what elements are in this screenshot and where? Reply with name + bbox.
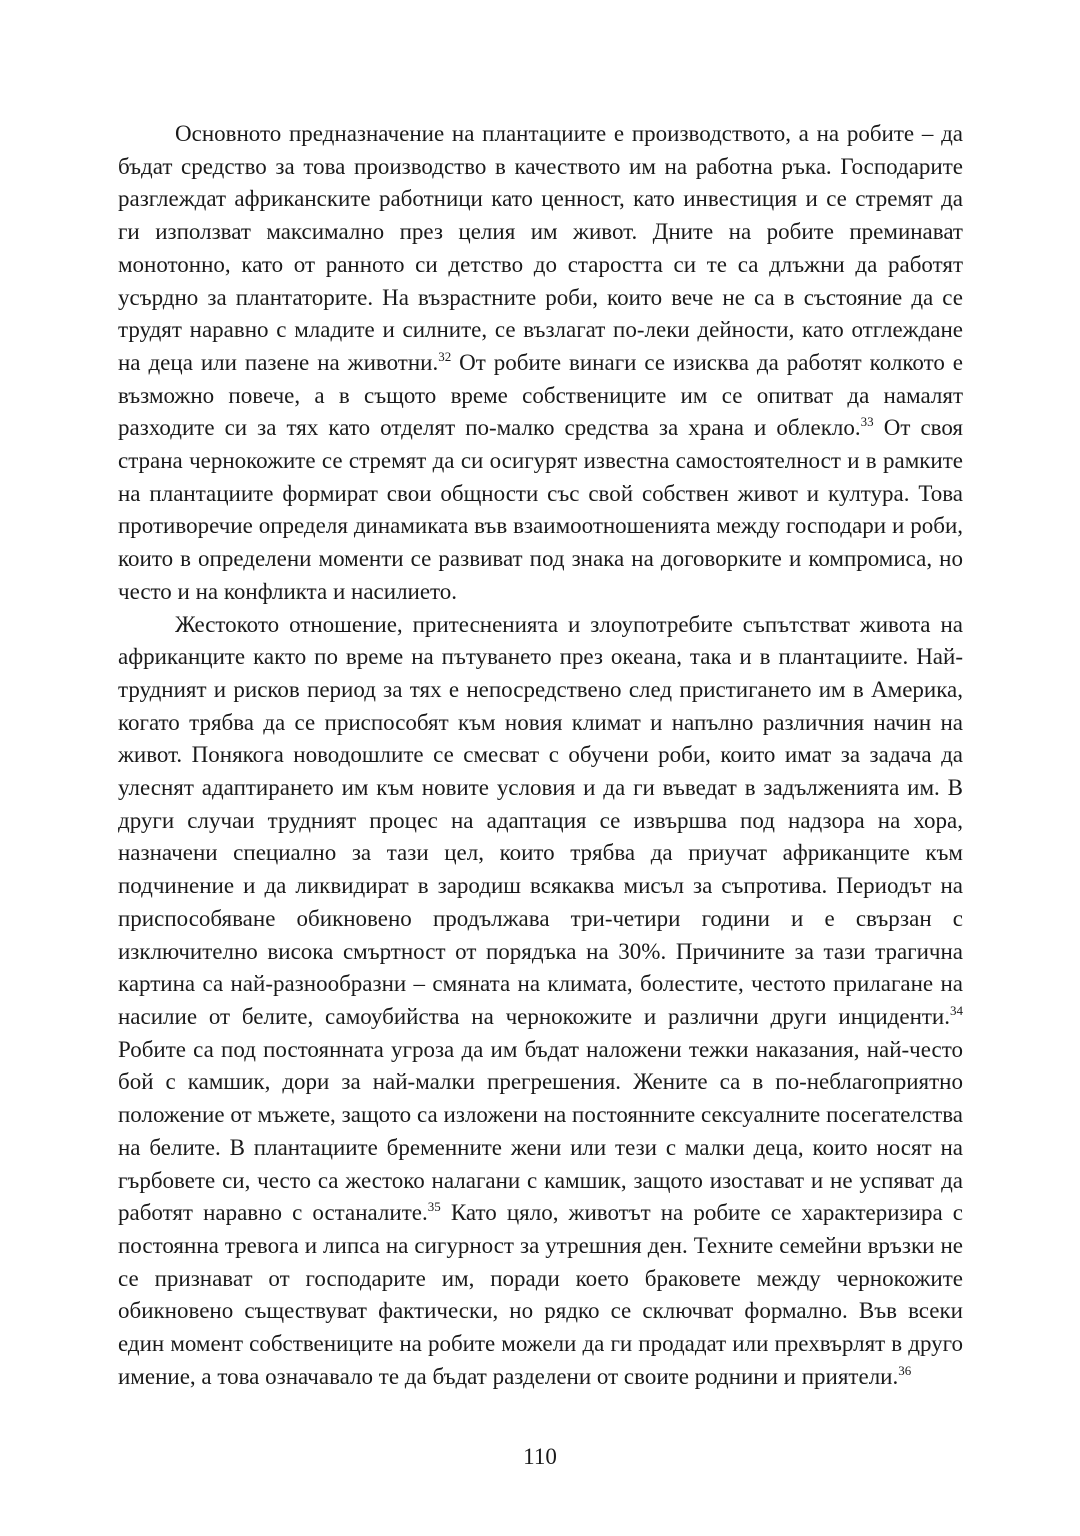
- paragraph-text: Като цяло, животът на робите се характеризира с постоянна тревога и липса на сигурност за утрешния ден. Техните семейни връзки не се признават от господарите им, поради което браковете между чернокожите обикновено съществуват фактически, но рядко се сключват формално. Във всеки един момент собствениците на робите можели да ги продадат или прехвърлят в друго имение, а това означавало те да бъдат разделени от своите роднини и приятели.: [118, 1200, 963, 1389]
- paragraph: [118, 118, 963, 609]
- paragraph-text: Основното предназначение на плантациите е производството, а на робите – да бъдат средство за това производство в качеството им на работна ръка. Господарите разглеждат африканските работници като ценност, като инвестиция и се стремят да ги използват максимално през целия им живот. Дните на робите преминават монотонно, като от ранното си детство до старостта си те са длъжни да работят усърдно за плантаторите. На възрастните роби, които вече не са в състояние да се трудят наравно с младите и силните, се възлагат по-леки дейности, като отглеждане на деца или пазене на животни.: [118, 121, 963, 375]
- document-body: [118, 118, 963, 1393]
- paragraph-text: Робите са под постоянната угроза да им бъдат наложени тежки наказания, най-често бой с камшик, дори за най-малки прегрешения. Жените са в по-неблагоприятно положение от мъжете, защото са изложени на постоянните сексуалните посегателства на белите. В плантациите бременните жени или тези с малки деца, които носят на гърбовете си, често са жестоко налагани с камшик, защото изостават и не успяват да работят наравно с останалите.: [118, 1036, 963, 1226]
- paragraph: [118, 609, 963, 1394]
- paragraph-text: От своя страна чернокожите се стремят да си осигурят известна самостоятелност и в рамките на плантациите формират свои общности със свой собствен живот и култура. Това противоречие определя динамиката във взаимоотношенията между господари и роби, които в определени моменти се развиват под знака на договорките и компромиса, но често и на конфликта и насилието.: [118, 415, 963, 604]
- footnote-reference: 35: [427, 1199, 441, 1215]
- paragraph-text: Жестокото отношение, притесненията и злоупотребите съпътстват живота на африканците както по време на пътуването през океана, така и в плантациите. Най-трудният и рисков период за тях е непосредствено след пристигането им в Америка, когато трябва да се приспособят към новия климат и напълно различния начин на живот. Понякога новодошлите се смесват с обучени роби, които имат за задача да улеснят адаптирането им към новите условия и да ги въведат в задълженията им. В други случаи трудният процес на адаптация се извършва под надзора на хора, назначени специално за тази цел, които трябва да приучат африканците към подчинение и да ликвидират в зародиш всякаква мисъл за съпротива. Периодът на приспособяване обикновено продължава три-четири години и е свързан с изключително висока смъртност от порядъка на 30%. Причините за тази трагична картина са най-разнообразни – смяната на климата, болестите, честото прилагане на насилие от белите, самоубийства на чернокожите и различни други инциденти.: [118, 611, 963, 1029]
- footnote-reference: 32: [438, 348, 452, 364]
- footnote-reference: 34: [950, 1002, 963, 1018]
- page-number: 110: [523, 1444, 557, 1469]
- footnote-reference: 33: [860, 414, 874, 430]
- paragraph-text: От робите винаги се изисква да работят колкото е възможно повече, а в същото време собствениците им се опитват да намалят разходите си за тях като отделят по-малко средства за храна и облекло.: [118, 349, 963, 441]
- footnote-reference: 36: [898, 1362, 912, 1378]
